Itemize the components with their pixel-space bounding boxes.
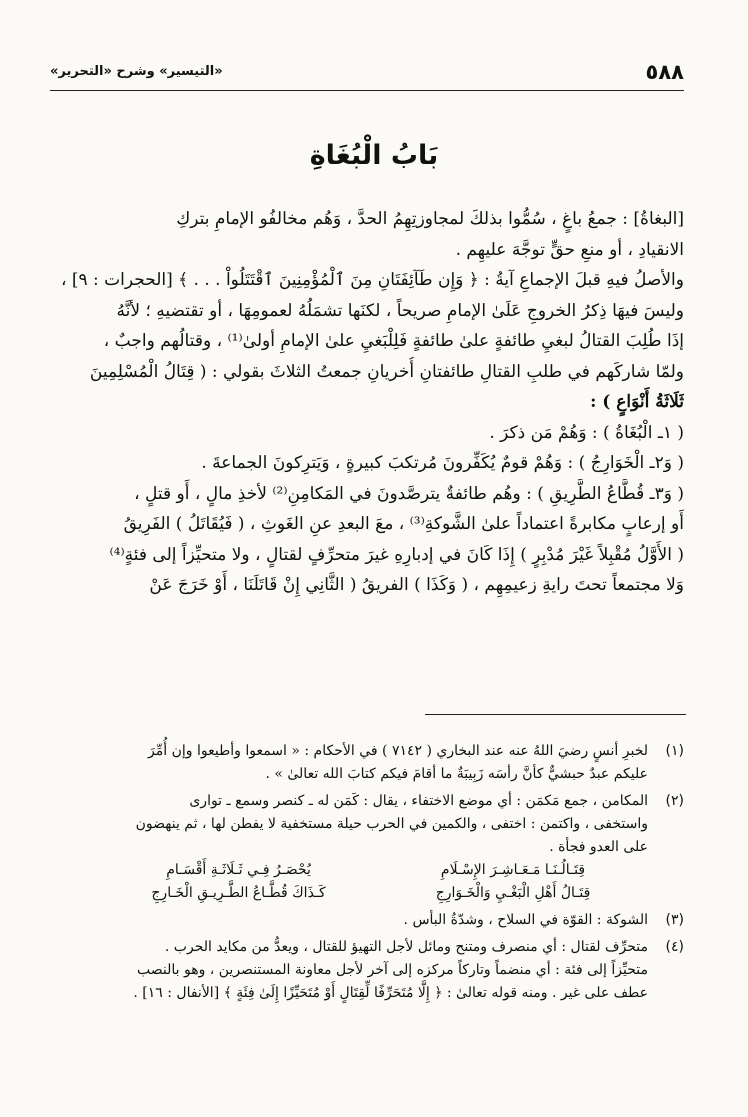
poem-verse [40, 859, 648, 882]
list-item-bughat [48, 418, 684, 449]
footnote-line: المكامن ، جمع مَكمَن : أي موضع الاختفاء ، يقال : كَمَن له ـ كنصر وسمع ـ توارى [189, 793, 648, 809]
text-line: ( الأَوَّلُ مُقْبِلاً غَيْرَ مُدْبِرٍ ) إِذَا كَانَ في إدبارِهِ غيرَ متحرِّفٍ لقتالٍ ، ولا متحيِّزاً إلى فئةٍ⁽⁴⁾ [109, 544, 684, 565]
footnotes [40, 740, 684, 1009]
list-item-qutta-tariq [48, 479, 684, 601]
footnote-number: (٣) [665, 912, 684, 928]
paragraph-definition [48, 204, 684, 265]
text-line: ثَلَاثَةُ أَنْوَاعٍ ) : [590, 392, 684, 412]
footnote-line: عطف على غير . ومنه قوله تعالىٰ : ﴿ إِلَّا مُتَحَرِّفًا لِّقِتَالٍ أَوْ مُتَحَيِّزًا إِلَىٰ فِئَةٍ ﴾ [الأنفال : ١٦] . [133, 985, 648, 1001]
text-line: ( وَ٣ـ قُطَّاعُ الطَّرِيقِ ) : وهُم طائفةٌ يترصَّدونَ في المَكامِنِ⁽²⁾ لأخذِ مالٍ ، أَو قتلٍ ، [134, 483, 684, 504]
text-line: ( وَ٢ـ الْخَوَارِجُ ) : وَهُمْ قومٌ يُكَفِّرونَ مُرتكبَ كبيرةٍ ، وَيَترِكونَ الجماعةَ . [201, 453, 684, 473]
main-text [48, 204, 684, 601]
text-line: [البغاةُ] : جمعُ باغٍ ، سُمُّوا بذلكَ لمجاوزتِهِمُ الحدَّ ، وَهُم مخالفُو الإمامِ بتركِ [176, 209, 684, 229]
footnote-line: على العدو فجأة . [549, 839, 648, 855]
verse-hemistich: يُحْصَـرُ فِـي ثَـلَاثَـةِ أَقْسَـامِ [166, 862, 311, 878]
running-title: «التيسير» وشرح «التحرير» [50, 64, 223, 79]
footnote-line: متحيِّزاً إلى فئة : أي منضماً وتاركاً مركزه إلى آخر لأجل معاونة المستنصرين ، وهو بالنصب [136, 962, 648, 978]
footnote-number: (٤) [665, 939, 684, 955]
chapter-title: بَابُ الْبُغَاةِ [309, 140, 439, 171]
verse-hemistich: قِتَـالُـنَـا مَـعَـاشِـرَ الإِسْـلَامِ [440, 862, 586, 878]
page-header [50, 58, 684, 91]
footnote-2 [40, 790, 684, 905]
text-line: وليسَ فيهَا ذِكرُ الخروجِ عَلَىٰ الإمامِ صريحاً ، لكنَها تشمَلُهُ لعمومِهَا ، أو تقتضيهِ ؛ لأنَّهُ [116, 300, 684, 321]
text-line: الانقيادِ ، أو منعِ حقٍّ توجَّهَ عليهِم . [455, 239, 684, 260]
footnote-3 [40, 909, 684, 932]
footnote-line: متحرِّف لقتال : أي منصرف ومتنح ومائل لأجل التهيؤ للقتال ، ويعدُّ من مكايد الحرب . [164, 939, 648, 955]
footnote-line: واستخفى ، واكتمن : اختفى ، والكمين في الحرب حيلة مستخفية لا يفطن لها ، ثم ينهضون [135, 816, 648, 832]
poem-verse [40, 882, 648, 905]
text-line: وَلا مجتمعاً تحتَ رايةِ زعيمِهِم ، ( وَكَذَا ) الفريقُ ( الثَّانِي إِنْ قَاتَلَنَا ، أَوْ خَرَجَ عَنْ [149, 575, 684, 595]
footnote-line: الشوكة : القوّة في السلاح ، وشدّةُ البأس . [403, 912, 648, 928]
verse-hemistich: قِتَـالُ أَهْلِ الْبَغْـيِ وَالْخَـوَارِجِ [435, 885, 591, 901]
list-item-khawarij [48, 448, 684, 479]
text-line: أَو إرعابٍ مكابرةً اعتماداً علىٰ الشَّوكةِ⁽³⁾ ، معَ البعدِ عنِ الغَوثِ ، ( فَيُقَاتَلُ ) الفَرِيقُ [123, 514, 684, 534]
footnote-1 [40, 740, 684, 786]
footnote-line: عليكم عبدٌ حبشيٌّ كأنَّ رأسَه زَبِيبَةٌ ما أقامَ فيكم كتابَ الله تعالىٰ » . [265, 766, 648, 782]
text-line: إذَا طُلِبَ القتالُ لبغيِ طائفةٍ علىٰ طائفةٍ فَلِلْبَغيِ علىٰ الإمامِ أولىٰ⁽¹⁾ ، وقتالُهم واجبٌ ، [103, 331, 684, 351]
footnote-separator [425, 714, 686, 715]
footnote-number: (١) [665, 743, 684, 759]
footnote-line: لخبرِ أنسٍ رضيَ اللهُ عنه عند البخاري ( ٧١٤٢ ) في الأحكام : « اسمعوا وأطيعوا وإن أُمِّرَ [148, 743, 648, 759]
text-line: ( ١ـ الْبُغَاةُ ) : وَهُمْ مَن ذكرَ . [489, 422, 684, 443]
text-line: ولمّا شاركَهم في طلبِ القتالِ طائفتانِ أُخريانِ جمعتُ الثلاثَ بقولي : ( قِتَالُ الْمُسْلِمِينَ [89, 361, 684, 382]
footnote-number: (٢) [665, 793, 684, 809]
footnote-4 [40, 936, 684, 1005]
paragraph-origin [48, 265, 684, 418]
text-line: والأصلُ فيهِ قبلَ الإجماعِ آيةُ : ﴿ وَإِن طَآئِفَتَانِ مِنَ ٱلْمُؤْمِنِينَ ٱقْتَتَلُواْ . . . ﴾ [الحجرات : ٩] ، [60, 270, 684, 290]
verse-hemistich: كَـذَاكَ قُطَّـاعُ الطَّـرِيـقِ الْخَـارِجِ [151, 885, 326, 901]
page-number: ٥٨٨ [645, 60, 684, 84]
